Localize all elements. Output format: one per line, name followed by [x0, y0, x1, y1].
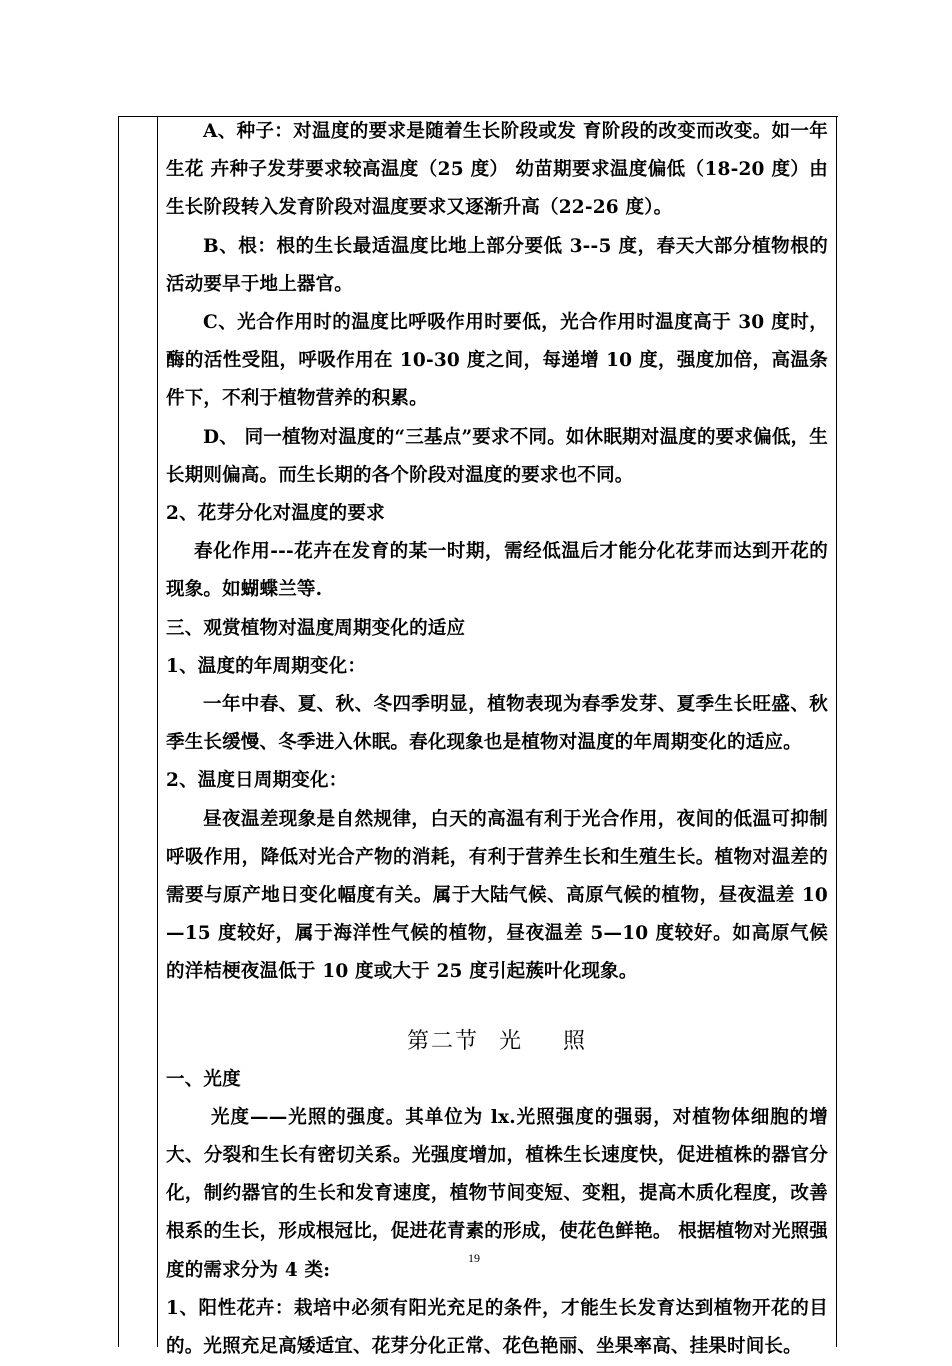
section-heading-number: 第二节 — [406, 1028, 479, 1054]
subheading-annual-cycle: 1、温度的年周期变化： — [166, 655, 367, 677]
table-left-column — [118, 116, 158, 1347]
heading-temperature-cycle: 三、观赏植物对温度周期变化的适应 — [166, 617, 466, 639]
section-heading-word1: 光 — [498, 1028, 523, 1054]
subheading-light-intensity: 一、光度 — [166, 1068, 241, 1090]
table-right-border — [836, 116, 837, 1347]
paragraph-three-points: D、 同一植物对温度的“三基点”要求不同。如休眠期对温度的要求偏低，生长期则偏高。而生长期的各个阶段对温度的要求也不同。 — [166, 426, 828, 486]
page-number: 19 — [468, 1251, 480, 1265]
document-body — [166, 113, 828, 1366]
paragraph-light-intensity: 光度——光照的强度。其单位为 lx.光照强度的强弱，对植物体细胞的增大、分裂和生长有密切关系。光强度增加，植株生长速度快，促进植株的器官分化，制约器官的生长和发育速度，植物节间变短、变粗，提高木质化程度，改善根系的生长，形成根冠比，促进花青素的形成，使花色鲜艳。 根据植物对光照强度的需求分为 4 类: — [166, 1106, 828, 1281]
subheading-daily-cycle: 2、温度日周期变化： — [166, 770, 348, 792]
paragraph-daily-cycle: 昼夜温差现象是自然规律，白天的高温有利于光合作用，夜间的低温可抑制呼吸作用，降低对光合产物的消耗，有利于营养生长和生殖生长。植物对温差的需要与原产地日变化幅度有关。属于大陆气候、高原气候的植物，昼夜温差 10—15 度较好，属于海洋性气候的植物，昼夜温差 5—10 度较好。如高原气候的洋桔梗夜温低于 10 度或大于 25 度引起蔟叶化现象。 — [166, 808, 828, 983]
section-heading-word2: 照 — [563, 1028, 588, 1054]
subheading-flower-bud: 2、花芽分化对温度的要求 — [166, 503, 385, 525]
paragraph-seed: A、种子：对温度的要求是随着生长阶段或发 育阶段的改变而改变。如一年生花 卉种子发芽要求较高温度（25 度） 幼苗期要求温度偏低（18-20 度）由生长阶段转入发育阶段对温度要求又逐渐升高（22-26 度）。 — [166, 121, 828, 219]
paragraph-sun-plants: 1、阳性花卉：栽培中必须有阳光充足的条件，才能生长发育达到植物开花的目的。光照充足高矮适宜、花芽分化正常、花色艳丽、坐果率高、挂果时间长。 — [166, 1297, 828, 1358]
section-heading — [166, 1023, 828, 1061]
paragraph-root: B、根：根的生长最适温度比地上部分要低 3--5 度，春天大部分植物根的活动要早于地上器官。 — [166, 235, 828, 295]
paragraph-photosynthesis: C、光合作用时的温度比呼吸作用时要低，光合作用时温度高于 30 度时，酶的活性受阻，呼吸作用在 10-30 度之间，每递增 10 度，强度加倍，高温条件下，不利于植物营养的积累。 — [166, 312, 828, 410]
paragraph-annual-cycle: 一年中春、夏、秋、冬四季明显，植物表现为春季发芽、夏季生长旺盛、秋季生长缓慢、冬季进入休眠。春化现象也是植物对温度的年周期变化的适应。 — [166, 694, 828, 754]
paragraph-vernalization: 春化作用---花卉在发育的某一时期，需经低温后才能分化花芽而达到开花的现象。如蝴蝶兰等. — [166, 541, 828, 601]
